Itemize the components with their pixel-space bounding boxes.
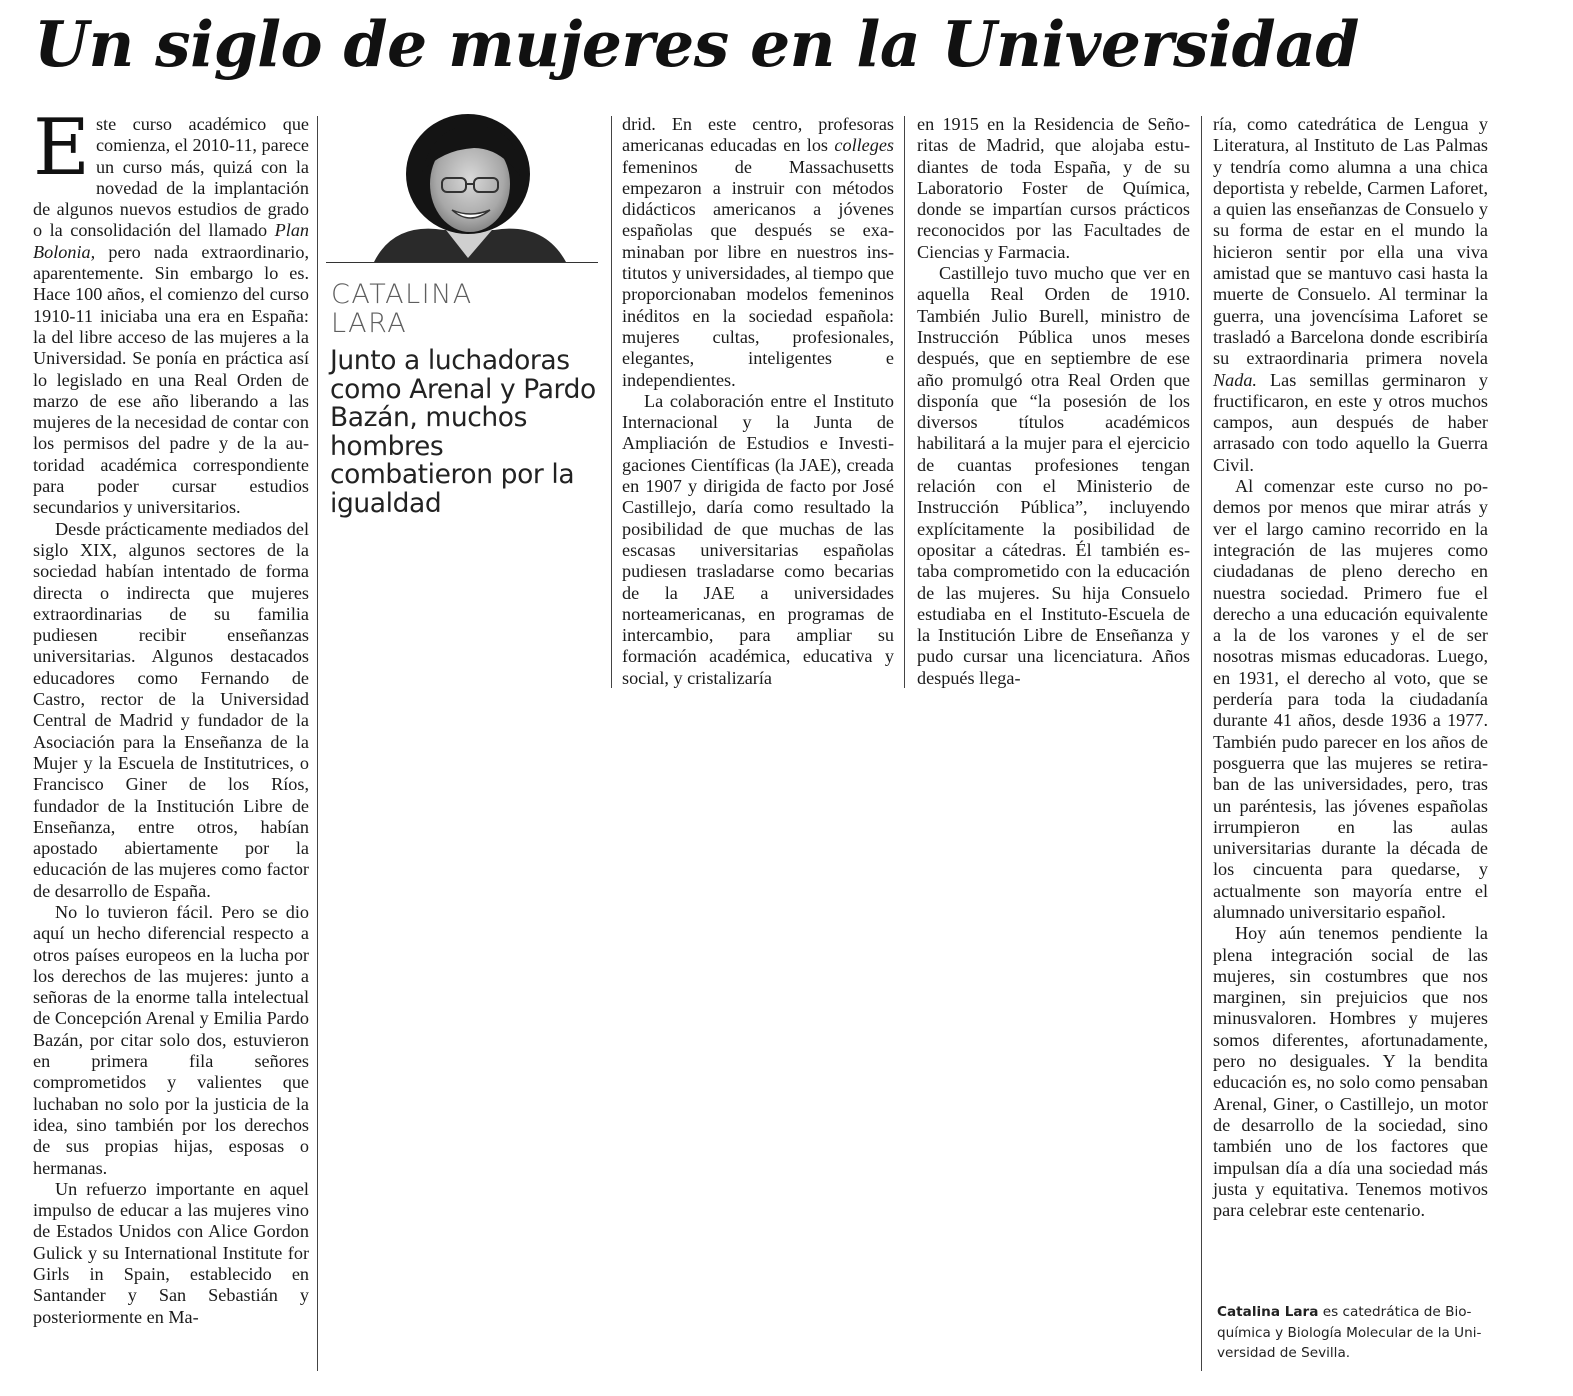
- pull-quote: Junto a luchadoras como Arenal y Pardo Bazán, muchos hombres combatieron por la igualdad: [330, 345, 596, 519]
- paragraph: Castillejo tuvo mucho que ver en aquella Real Orden de 1910. También Julio Burell, ministro de Instrucción Pública unos meses después, que en septiembre de ese año promulgó otra Real Orden que disponía que “la posesión de los diversos títulos académicos habilitará a la mujer para el ejercicio de cuantas profesiones tengan relación con el Ministerio de Instrucción Pública”, incluyendo explícitamente la posibilidad de opositar a cátedras. Él también estaba comprometido con la educación de las mujeres. Su hija Consuelo estudiaba en el Instituto-Escuela de la Institución Libre de Enseñanza y pudo cursar una licenciatura. Años después llega-: [917, 263, 1190, 688]
- article-column-4: [917, 114, 1190, 689]
- paragraph: ría, como catedrática de Lengua y Literatura, al Instituto de Las Palmas y tendría como alumna a una chica deportista y rebelde, Carmen Laforet, a quien las enseñanzas de Consuelo y su forma de estar en el mundo la hicieron sentir por ella una viva amistad que se mantuvo casi hasta la muerte de Consuelo. Al terminar la guerra, una jovencísima Laforet se trasladó a Barcelona donde escribiría su extraordinaria primera novela Nada. Las semillas germinaron y fructificaron, en este y otros muchos campos, aun después de haber arrasado con todo aquello la Guerra Civil.: [1213, 114, 1489, 475]
- paragraph: Desde prácticamente mediados del siglo XIX, algunos sectores de la sociedad habían intentado de forma directa o indirecta que mujeres extraordinarias de su familia pudiesen recibir enseñanzas universitarias. Algunos destacados educadores como Fernando de Castro, rector de la Universidad Central de Madrid y fundador de la Asociación para la Enseñanza de la Mujer y la Escuela de Institutrices, o Francisco Giner de los Ríos, fundador de la Institución Libre de Enseñanza, entre otros, habían apostado abiertamente por la educación de las mujeres como factor de desarrollo de España.: [33, 518, 309, 901]
- author-last-name: LARA: [331, 308, 408, 339]
- article-column-3: [622, 114, 894, 689]
- paragraph: Un refuerzo importante en aquel impulso de educar a las mujeres vino de Estados Unidos con Alice Gordon Gulick y su International Institute for Girls in Spain, establecido en Santander y San Sebastián y posteriormente en Ma-: [33, 1178, 309, 1327]
- paragraph: en 1915 en la Residencia de Señoritas de Madrid, que alojaba estudiantes de toda España, y de su Laboratorio Foster de Química, donde se impartían cursos prácticos reconocidos por las Facultades de Ciencias y Farmacia.: [917, 114, 1190, 262]
- author-bio: [1217, 1302, 1492, 1364]
- bio-name: Catalina Lara: [1217, 1304, 1319, 1320]
- article-column-5: [1213, 114, 1488, 1221]
- author-portrait-icon: [334, 112, 598, 262]
- bio-text: es catedrática de Bioquímica y Biología Molecular de la Universidad de Sevilla.: [1217, 1304, 1482, 1361]
- paragraph: Este curso académico que comienza, el 2010-11, parece un curso más, quizá con la novedad de la implantación de algunos nuevos estudios de grado o la consolidación del llamado Plan Bolonia, pero nada extraordinario, aparentemente. Sin embargo lo es. Hace 100 años, el comienzo del curso 1910-11 iniciaba una era en España: la del libre acceso de las mujeres a la Universidad. Se ponía en práctica así lo legislado en una Real Orden de marzo de ese año liberando a las mujeres de la necesidad de contar con los permisos del padre y de la autoridad académica correspondiente para poder cursar estudios secundarios y universitarios.: [33, 103, 310, 518]
- column-rule: [1201, 116, 1202, 1371]
- paragraph: Hoy aún tenemos pendiente la plena integración social de las mujeres, sin costumbres que nos marginen, sin prejuicios que nos minusvaloren. Hombres y mujeres somos diferentes, afortunadamente, pero no desiguales. Y la bendita educación es, no solo como pensaban Arenal, Giner, o Castillejo, un motor de desarrollo de la sociedad, sino también uno de los factores que impulsan día a día una sociedad más justa y equitativa. Tenemos motivos para celebrar este centenario.: [1213, 923, 1488, 1221]
- paragraph: drid. En este centro, profesoras americanas educadas en los colleges femeninos de Massachusetts empezaron a instruir con métodos didácticos americanos a jóvenes españolas que después se examinaban por libre en nuestros institutos y universidades, al tiempo que proporcionaban modelos femeninos inéditos en la sociedad española: mujeres cultas, profesionales, elegantes, inteligentes e independientes.: [622, 114, 894, 390]
- article-column-1: [33, 103, 310, 1328]
- author-byline: [331, 280, 591, 338]
- paragraph: No lo tuvieron fácil. Pero se dio aquí un hecho diferencial respecto a otros países europeos en la lucha por los derechos de las mujeres: junto a señoras de la enorme talla intelectual de Concepción Arenal y Emilia Pardo Bazán, por citar solo dos, estuvieron en primera fila señores comprometidos y valientes que luchaban no solo por la justicia de la idea, sino también por los derechos de sus propias hijas, esposas o hermanas.: [33, 901, 309, 1178]
- paragraph: La colaboración entre el Instituto Internacional y la Junta de Ampliación de Estudios e Investigaciones Científicas (la JAE), creada en 1907 y dirigida de facto por José Castillejo, daría como resultado la posibilidad de que muchas de las escasas universitarias españolas pudiesen trasladarse como becarias de la JAE a universidades norteamericanas, en programas de intercambio, para ampliar su formación académica, educativa y social, y cristalizaría: [622, 390, 894, 688]
- photo-rule: [326, 262, 598, 263]
- column-rule: [317, 116, 318, 1371]
- author-photo: [334, 112, 598, 262]
- column-rule: [611, 116, 612, 688]
- headline: Un siglo de mujeres en la Universidad: [34, 7, 1359, 81]
- author-first-name: CATALINA: [331, 279, 473, 310]
- column-rule: [904, 116, 905, 688]
- paragraph: Al comenzar este curso no podemos por menos que mirar atrás y ver el largo camino recorrido en la integración de las mujeres como ciudadanas de pleno derecho en nuestra sociedad. Primero fue el derecho a una educación equivalente a la de los varones y el de ser nosotras mismas educadoras. Luego, en 1931, el derecho al voto, que se perdería para toda la ciudadanía durante 41 años, desde 1936 a 1977. También pudo parecer en los años de posguerra que las mujeres se retiraban de las universidades, pero, tras un paréntesis, las jóvenes españolas irrumpieron en las aulas universitarias durante la década de los cincuenta para quedarse, y actualmente son mayoría entre el alumnado universitario español.: [1213, 476, 1488, 922]
